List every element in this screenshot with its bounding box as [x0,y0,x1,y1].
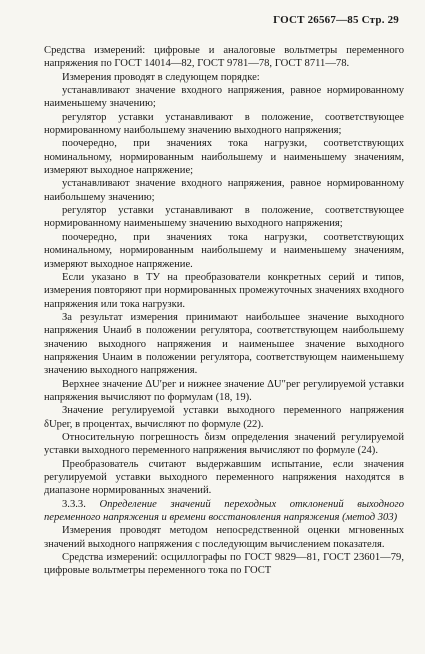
section-number: 3.3.3. [62,498,86,510]
paragraph: Если указано в ТУ на преобразователи конкретных серий и типов, измерения повторяют при нормированных промежуточных значениях входного напряжения или тока нагрузки. [44,271,404,310]
paragraph: регулятор уставки устанавливают в положение, соответствующее нормированному наибольшему значению выходного напряжения; [44,111,404,137]
paragraph: поочередно, при значениях тока нагрузки, соответствующих номинальному, нормированным наибольшему и наименьшему значениям, измеряют выходное напряжение; [44,138,404,177]
page-header: ГОСТ 26567—85 Стр. 29 [273,14,399,26]
paragraph: Значение регулируемой уставки выходного переменного напряжения δUрег, в процентах, вычисляют по формуле (22). [44,405,404,430]
paragraph: Измерения проводят методом непосредственной оценки мгновенных значений выходного напряжения с последующим вычислением показателя. [44,525,404,550]
paragraph: устанавливают значение входного напряжения, равное нормированному наименьшему значению; [44,85,404,110]
paragraph: регулятор уставки устанавливают в положение, соответствующее нормированному наименьшему значению выходного напряжения; [44,205,404,230]
paragraph: Верхнее значение ΔU′рег и нижнее значение ΔU″рег регулируемой уставки напряжения вычисляют по формулам (18, 19). [44,378,404,403]
paragraph: Измерения проводят в следующем порядке: [62,71,260,83]
paragraph: устанавливают значение входного напряжения, равное нормированному наибольшему значению; [44,178,404,203]
section-title: Определение значений переходных отклонений выходного переменного напряжения и времени восстановления напряжения (метод 303) [44,498,404,524]
paragraph: Относительную погрешность δизм определения значений регулируемой уставки выходного переменного напряжения вычисляют по формуле (24). [44,431,404,457]
paragraph: поочередно, при значениях тока нагрузки, соответствующих номинальному, нормированным наибольшему и наименьшему значениям, измеряют выходное напряжение. [44,231,404,270]
paragraph: Средства измерений: цифровые и аналоговые вольтметры переменного напряжения по ГОСТ 14014—82, ГОСТ 9781—78, ГОСТ 8711—78. [44,45,404,70]
paragraph: За результат измерения принимают наибольшее значение выходного напряжения Uнаиб в положении регулятора, соответствующем наибольшему значению выходного напряжения и наименьшее значение выходного напряжения Uнаим в положении регулятора, соответствующем наименьшему значению выходного напряжения. [44,311,404,377]
section-heading [44,498,404,525]
document-body [44,44,404,578]
paragraph: Средства измерений: осциллографы по ГОСТ 9829—81, ГОСТ 23601—79, цифровые вольтметры переменного тока по ГОСТ [44,552,404,577]
paragraph: Преобразователь считают выдержавшим испытание, если значения регулируемой уставки выходного переменного напряжения находятся в диапазоне нормированных значений. [44,458,404,497]
